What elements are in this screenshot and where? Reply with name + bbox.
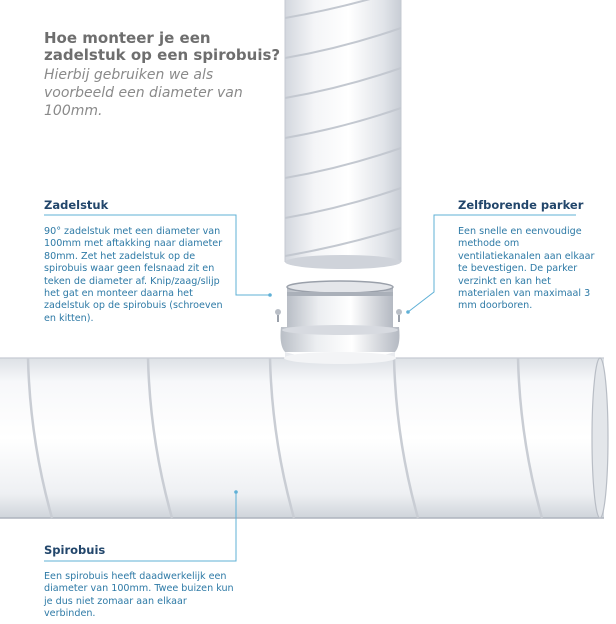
parker-label: Zelfborende parker [458, 198, 584, 212]
horizontal-spiro-pipe [0, 352, 608, 518]
page-title: Hoe monteer je een zadelstuk op een spirobuis? [44, 29, 281, 64]
vertical-spiro-pipe [285, 0, 401, 269]
zadelstuk-label: Zadelstuk [44, 198, 109, 212]
page-subtitle: Hierbij gebruiken we als voorbeeld een diameter van 100mm. [44, 67, 243, 119]
zadelstuk-description: 90° zadelstuk met een diameter van 100mm met aftakking naar diameter 80mm. Zet het zadelstuk op de spirobuis waar geen felsnaad zit en teken de diameter af. Knip/zaag/slijp het gat en monteer daarna het zadelstuk op de spirobuis (schroeven en kitten). [44, 226, 223, 324]
parker-description: Een snelle en eenvoudige methode om ventilatiekanalen aan elkaar te bevestigen. De parker verzinkt en kan het materialen van maximaal 3 mm doorboren. [458, 226, 595, 312]
spirobuis-description: Een spirobuis heeft daadwerkelijk een diameter van 100mm. Twee buizen kun je dus niet zomaar aan elkaar verbinden. [44, 571, 234, 620]
spirobuis-label: Spirobuis [44, 543, 106, 557]
